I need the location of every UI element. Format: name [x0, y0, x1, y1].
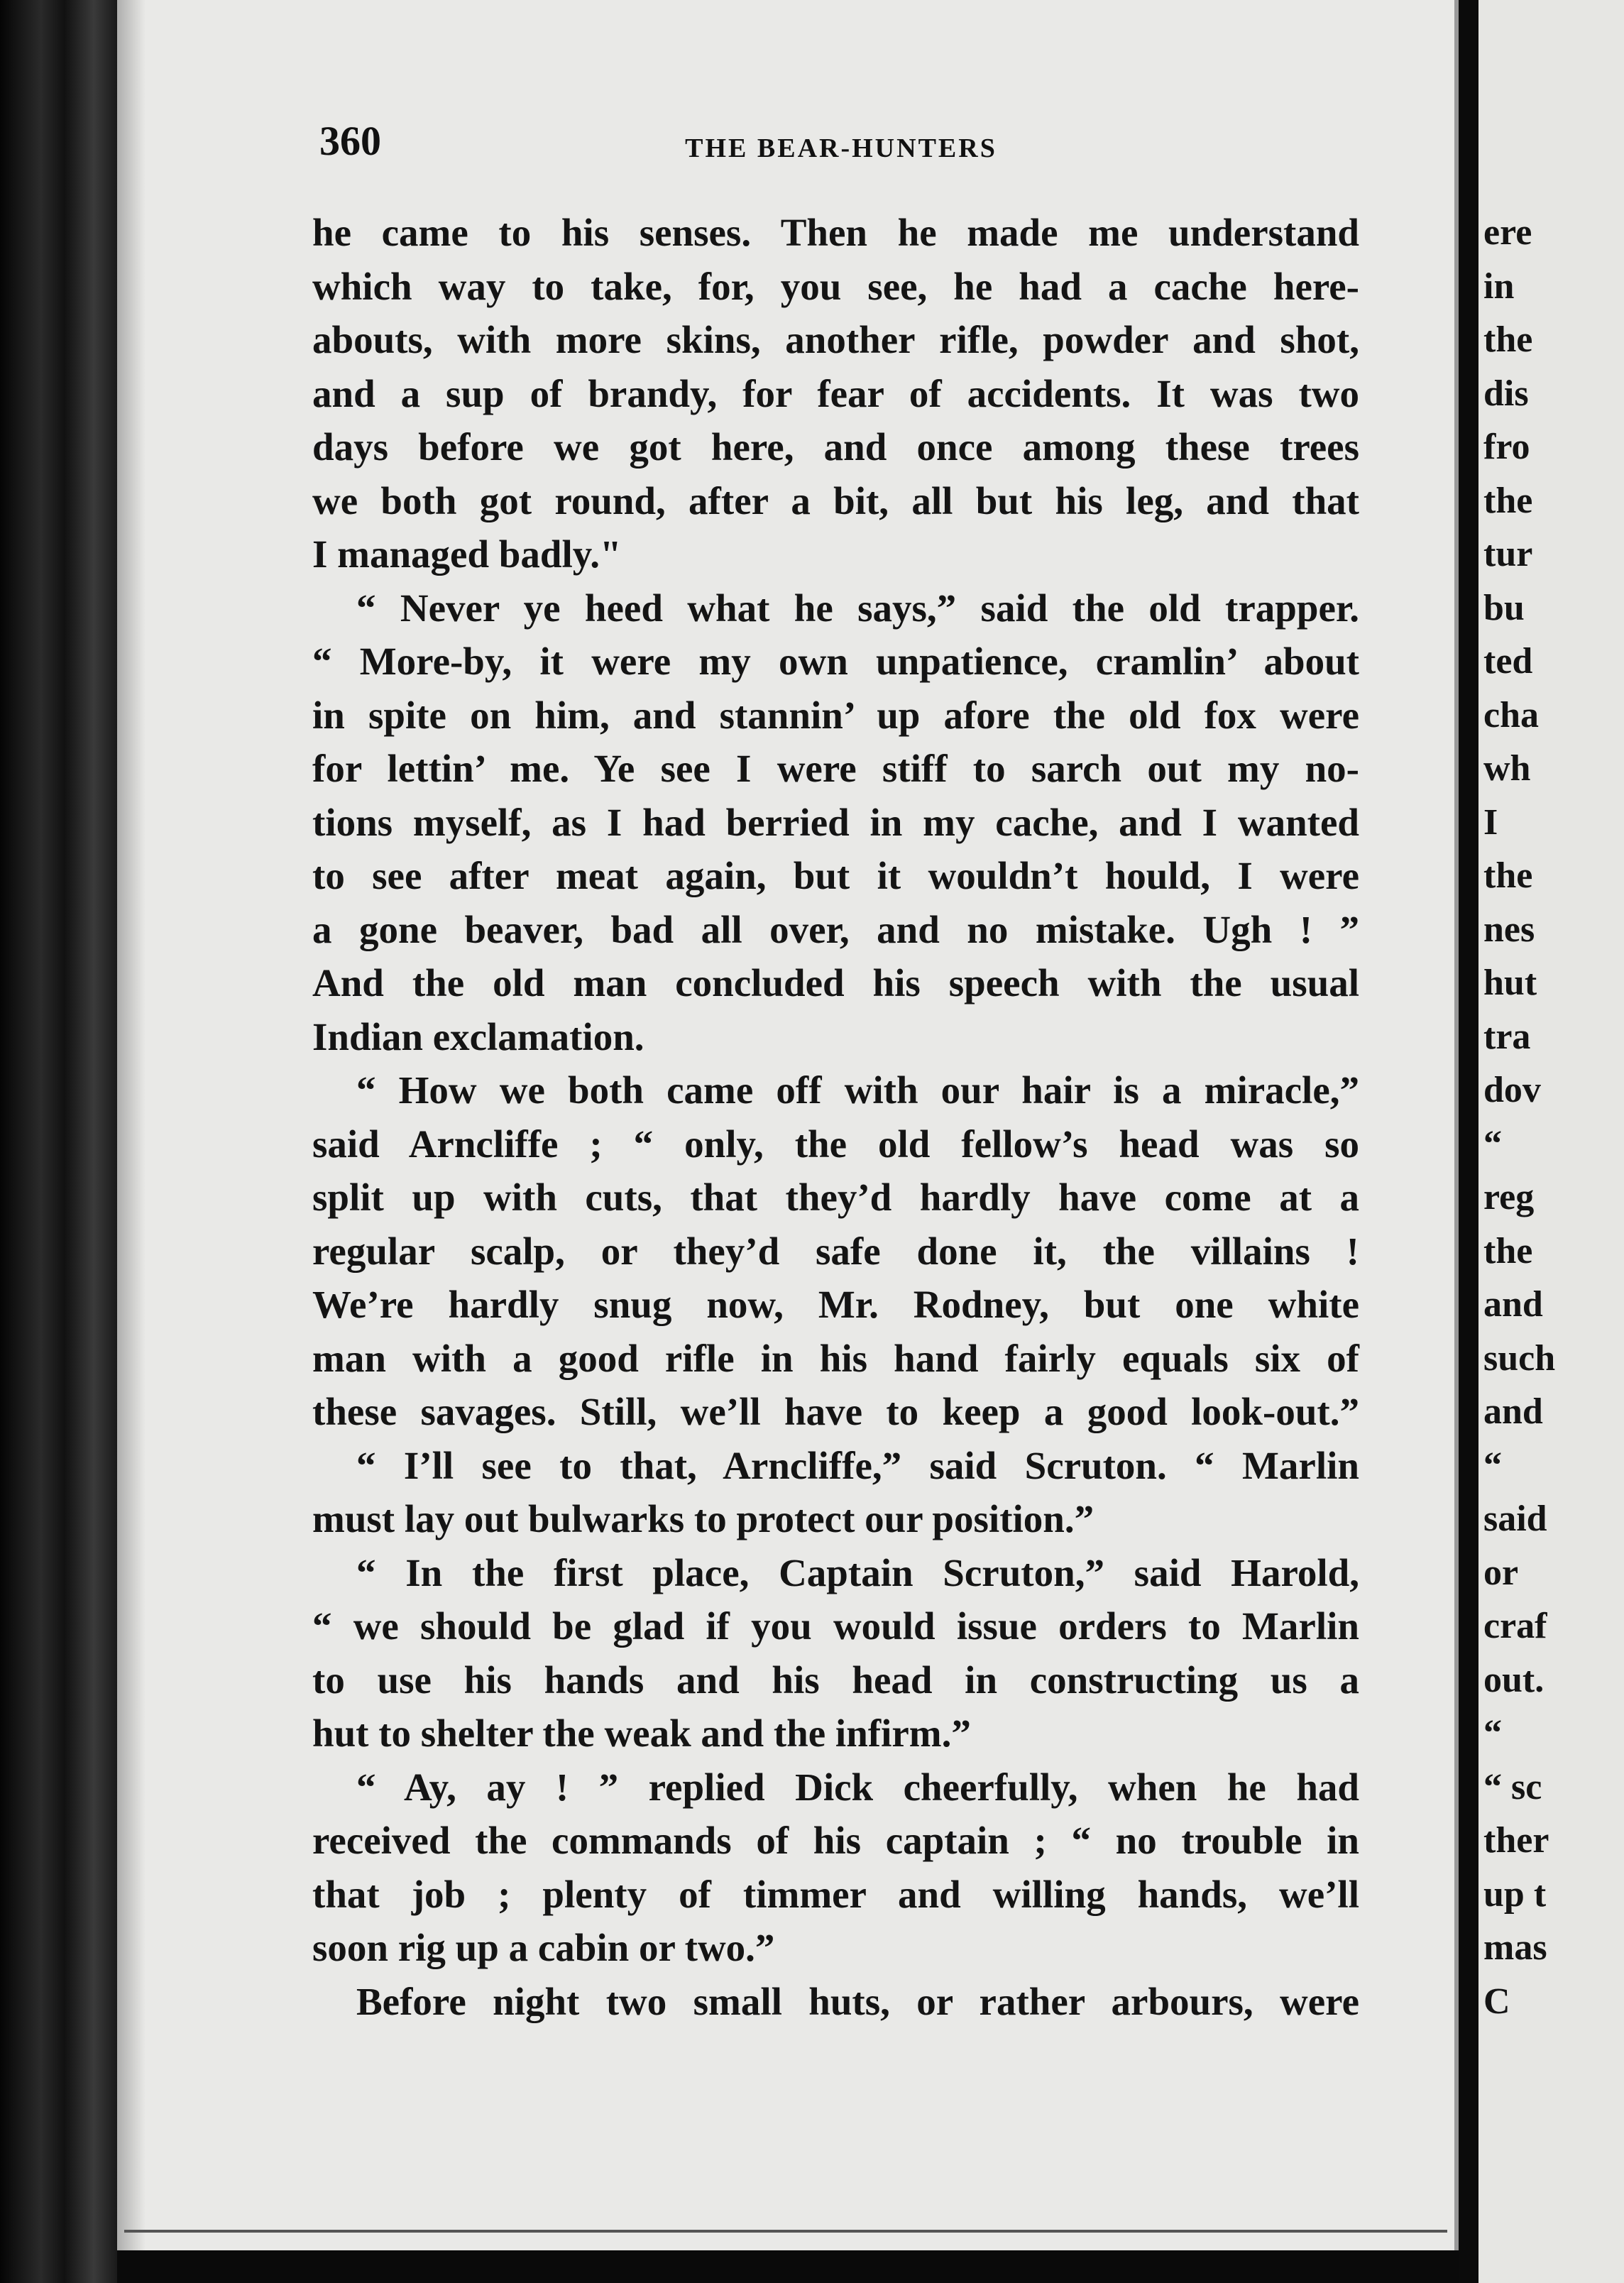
facing-text-line: fro [1483, 427, 1530, 467]
text-line: “ How we both came off with our hair is a miracle,” [356, 1068, 1359, 1112]
text-line: which way to take, for, you see, he had a cache here- [312, 264, 1359, 308]
text-line: “ More-by, it were my own unpatience, cramlin’ about [312, 640, 1359, 683]
text-line: a gone beaver, bad all over, and no mistake. Ugh ! ” [312, 907, 1359, 951]
facing-text-line: the [1483, 855, 1533, 896]
text-line: “ Ay, ay ! ” replied Dick cheerfully, when he had [356, 1765, 1359, 1809]
facing-text-line: the [1483, 480, 1533, 521]
text-line: days before we got here, and once among these trees [312, 425, 1359, 469]
text-line: “ Never ye heed what he says,” said the old trapper. [356, 586, 1359, 630]
body-text [312, 206, 1359, 2028]
facing-text-line: “ sc [1483, 1766, 1542, 1807]
facing-text-line: and [1483, 1284, 1543, 1325]
text-line: must lay out bulwarks to protect our position.” [312, 1497, 1094, 1540]
facing-text-line: bu [1483, 587, 1525, 628]
facing-text-line: out. [1483, 1659, 1545, 1700]
page-gutter [1459, 0, 1478, 2283]
facing-page-text [1483, 206, 1624, 2028]
facing-text-line: nes [1483, 909, 1535, 950]
facing-text-line: or [1483, 1552, 1519, 1593]
facing-text-line: dis [1483, 373, 1529, 414]
page-number: 360 [319, 118, 381, 164]
facing-text-line: C [1483, 1981, 1510, 2022]
text-line: tions myself, as I had berried in my cache, and I wanted [312, 800, 1359, 844]
text-line: regular scalp, or they’d safe done it, the villains ! [312, 1229, 1359, 1273]
text-line: to use his hands and his head in constructing us a [312, 1658, 1359, 1702]
text-line: Before night two small huts, or rather arbours, were [356, 1979, 1359, 2023]
facing-text-line: dov [1483, 1070, 1541, 1110]
text-line: in spite on him, and stannin’ up afore the old fox were [312, 693, 1359, 737]
text-line: abouts, with more skins, another rifle, powder and shot, [312, 318, 1359, 361]
facing-text-line: hut [1483, 963, 1537, 1003]
facing-text-line: wh [1483, 748, 1531, 789]
text-line: for lettin’ me. Ye see I were stiff to sarch out my no- [312, 747, 1359, 790]
facing-text-line: and [1483, 1391, 1543, 1432]
running-head: THE BEAR-HUNTERS [685, 133, 997, 163]
facing-text-line: ere [1483, 212, 1532, 253]
book-binding-edge [0, 0, 117, 2283]
facing-text-line: tra [1483, 1016, 1531, 1057]
text-line: received the commands of his captain ; “ no trouble in [312, 1819, 1359, 1862]
text-line: and a sup of brandy, for fear of accidents. It was two [312, 371, 1359, 415]
facing-text-line: craf [1483, 1606, 1547, 1646]
facing-text-line: “ [1483, 1713, 1502, 1753]
facing-text-line: mas [1483, 1927, 1547, 1968]
facing-text-line: ted [1483, 641, 1533, 681]
text-line: I managed badly." [312, 532, 622, 576]
facing-text-line: ther [1483, 1820, 1549, 1861]
text-line: split up with cuts, that they’d hardly have come at a [312, 1176, 1359, 1219]
text-line: we both got round, after a bit, all but his leg, and that [312, 478, 1359, 522]
page-bottom-edge [124, 2230, 1447, 2233]
facing-text-line: the [1483, 319, 1533, 360]
text-line: We’re hardly snug now, Mr. Rodney, but one white [312, 1283, 1359, 1326]
facing-text-line: cha [1483, 694, 1539, 735]
text-line: “ In the first place, Captain Scruton,” said Harold, [356, 1550, 1359, 1594]
text-line: he came to his senses. Then he made me understand [312, 211, 1359, 254]
text-line: these savages. Still, we’ll have to keep a good look-out.” [312, 1390, 1359, 1433]
text-line: soon rig up a cabin or two.” [312, 1926, 775, 1969]
text-line: And the old man concluded his speech with the usual [312, 961, 1359, 1004]
text-line: “ we should be glad if you would issue orders to Marlin [312, 1604, 1359, 1648]
facing-text-line: reg [1483, 1177, 1535, 1217]
facing-text-line: I [1483, 801, 1498, 843]
facing-text-line: tur [1483, 534, 1533, 574]
page-header [319, 117, 1363, 174]
text-line: hut to shelter the weak and the infirm.” [312, 1712, 971, 1755]
facing-text-line: such [1483, 1337, 1556, 1379]
page-gutter-shadow [117, 0, 146, 2250]
facing-text-line: “ [1483, 1123, 1502, 1164]
text-line: man with a good rifle in his hand fairly equals six of [312, 1336, 1359, 1380]
facing-text-line: “ [1483, 1445, 1502, 1486]
facing-text-line: up t [1483, 1873, 1547, 1915]
text-line: “ I’ll see to that, Arncliffe,” said Scruton. “ Marlin [356, 1443, 1359, 1487]
text-line: that job ; plenty of timmer and willing hands, we’ll [312, 1872, 1359, 1916]
text-line: to see after meat again, but it wouldn’t hould, I were [312, 854, 1359, 897]
facing-text-line: in [1483, 265, 1515, 307]
text-line: Indian exclamation. [312, 1014, 644, 1058]
text-line: said Arncliffe ; “ only, the old fellow’s head was so [312, 1122, 1359, 1166]
facing-text-line: the [1483, 1230, 1533, 1271]
facing-text-line: said [1483, 1499, 1547, 1539]
